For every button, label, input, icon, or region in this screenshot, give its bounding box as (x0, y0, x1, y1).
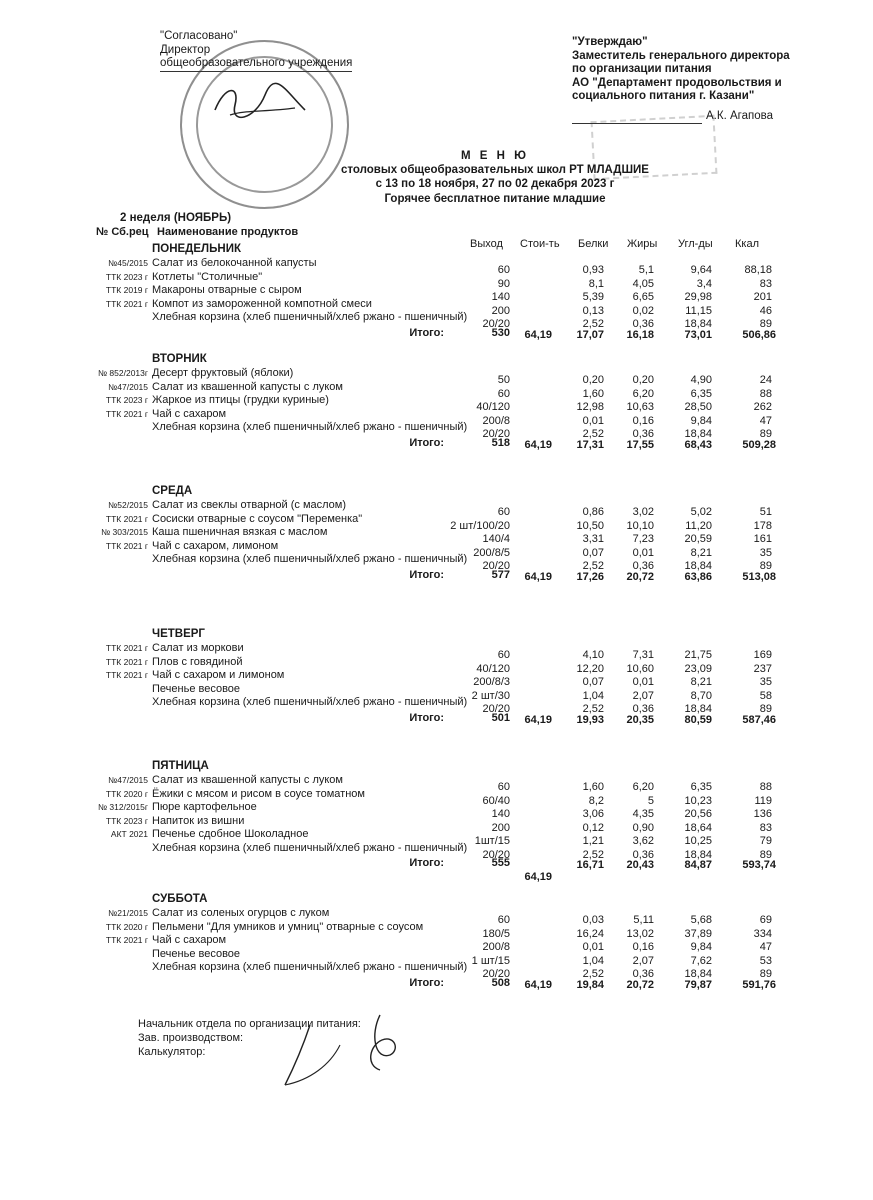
row-fat: 6,65 (632, 291, 654, 303)
row-kcal: 53 (759, 954, 772, 967)
row-output: 1шт/15 (474, 835, 510, 847)
row-recipe-number: №45/2015 (108, 258, 148, 268)
row-kcal: 88,18 (744, 264, 772, 276)
total-protein: 17,07 (576, 328, 604, 341)
total-kcal: 513,08 (742, 570, 776, 583)
row-fat: 0,02 (632, 304, 654, 317)
row-carbs: 18,84 (684, 560, 712, 572)
row-protein: 1,60 (582, 781, 604, 793)
director-signature-icon (205, 80, 315, 125)
row-dish-name: Печенье весовое (152, 682, 241, 695)
row-fat: 0,16 (632, 941, 654, 953)
row-output: 20/20 (482, 968, 510, 980)
row-carbs: 11,15 (685, 304, 712, 317)
row-recipe-number: ТТК 2021 г (105, 643, 148, 653)
row-output: 60 (497, 506, 510, 518)
total-kcal: 593,74 (742, 859, 776, 871)
row-recipe-number: ТТК 2021 г (105, 540, 148, 551)
row-protein: 12,20 (576, 662, 604, 675)
day-title: ПЯТНИЦА (152, 760, 209, 772)
row-kcal: 334 (753, 927, 772, 940)
row-carbs: 7,62 (690, 954, 712, 967)
row-dish-name: Чай с сахаром, лимоном (152, 539, 279, 552)
col-header-rec: № Сб.рец (96, 226, 149, 238)
row-carbs: 9,84 (690, 941, 712, 953)
row-dish-name: Печенье весовое (152, 947, 241, 960)
row-recipe-number: № 852/2013г (97, 368, 148, 378)
row-fat: 5,11 (633, 914, 654, 926)
row-carbs: 18,64 (684, 821, 712, 834)
row-kcal: 89 (759, 968, 772, 980)
row-kcal: 47 (759, 414, 772, 427)
row-protein: 0,12 (582, 821, 604, 834)
row-output: 90 (497, 277, 510, 290)
total-protein: 17,31 (576, 438, 604, 451)
row-output: 140 (491, 291, 510, 303)
row-kcal: 88 (759, 387, 772, 400)
approved-left-block (160, 30, 352, 72)
col-header-kcal: Ккал (735, 238, 759, 250)
row-kcal: 88 (759, 781, 772, 793)
row-protein: 0,01 (582, 941, 604, 953)
row-output: 60 (497, 781, 510, 793)
row-protein: 16,24 (576, 927, 604, 940)
row-protein: 3,06 (582, 808, 604, 820)
approver-name: А.К. Агапова (706, 110, 773, 122)
total-carbs: 63,86 (684, 570, 712, 583)
row-dish-name: Каша пшеничная вязкая с маслом (152, 526, 328, 538)
total-fat: 17,55 (626, 438, 654, 451)
total-kcal: 591,76 (742, 978, 776, 991)
approved-left-org: общеобразовательного учреждения (160, 57, 352, 72)
row-fat: 6,20 (632, 387, 654, 400)
row-output: 2 шт/30 (471, 689, 510, 702)
row-fat: 5,1 (638, 264, 654, 276)
row-dish-name: Салат из моркови (152, 642, 244, 654)
row-dish-name: Котлеты "Столичные" (152, 270, 263, 283)
row-kcal: 89 (759, 318, 772, 330)
row-output: 60 (497, 649, 510, 661)
row-output: 200 (491, 821, 510, 834)
row-recipe-number: №21/2015 (108, 908, 148, 918)
row-kcal: 83 (759, 821, 772, 834)
row-protein: 8,2 (588, 794, 604, 807)
row-kcal: 35 (759, 676, 772, 688)
row-carbs: 18,84 (684, 318, 712, 330)
row-protein: 0,03 (582, 914, 604, 926)
row-fat: 0,36 (632, 428, 654, 440)
total-carbs: 80,59 (684, 713, 712, 726)
row-output: 140/4 (482, 533, 510, 545)
row-dish-name: Компот из замороженной компотной смеси (152, 297, 372, 310)
row-fat: 10,63 (626, 401, 654, 413)
total-kcal: 509,28 (742, 438, 776, 451)
row-dish-name: Жаркое из птицы (грудки куриные) (152, 394, 329, 406)
row-dish-name: Чай с сахаром и лимоном (152, 669, 285, 681)
day-title: ВТОРНИК (152, 353, 207, 365)
row-output: 40/120 (476, 662, 510, 675)
row-recipe-number: АКТ 2021 (110, 829, 148, 839)
row-recipe-number: №52/2015 (108, 500, 148, 510)
row-carbs: 10,25 (684, 835, 712, 847)
row-dish-name: Хлебная корзина (хлеб пшеничный/хлеб ржано - пшеничный) (152, 421, 468, 433)
row-protein: 8,1 (588, 277, 604, 290)
total-label: Итого: (409, 436, 444, 449)
row-dish-name: Печенье сдобное Шоколадное (152, 828, 309, 840)
row-carbs: 21,75 (684, 649, 712, 661)
signature-line (572, 123, 702, 124)
total-output: 555 (491, 857, 510, 869)
row-carbs: 11,20 (685, 519, 712, 532)
day-title: СРЕДА (152, 485, 193, 497)
row-recipe-number: ТТК 2020 г (105, 788, 148, 799)
col-header-fat: Жиры (627, 238, 658, 250)
row-kcal: 89 (759, 848, 772, 861)
menu-type: Горячее бесплатное питание младшие (384, 193, 606, 205)
row-protein: 12,98 (576, 401, 604, 413)
row-protein: 1,60 (582, 387, 604, 400)
row-carbs: 18,84 (684, 428, 712, 440)
row-output: 180/5 (482, 927, 510, 940)
row-carbs: 5,68 (690, 914, 712, 926)
row-dish-name: Пюре картофельное (152, 801, 257, 813)
row-output: 140 (491, 808, 510, 820)
row-protein: 1,04 (582, 954, 604, 967)
total-label: Итого: (409, 568, 444, 581)
row-kcal: 35 (759, 546, 772, 559)
row-recipe-number: ТТК 2023 г (105, 395, 148, 405)
row-fat: 5 (647, 794, 654, 807)
row-protein: 2,52 (582, 968, 604, 980)
total-output: 508 (491, 976, 510, 989)
row-kcal: 24 (759, 374, 772, 386)
footer-production-manager: Зав. производством: (138, 1032, 244, 1044)
row-output: 2 шт/100/20 (450, 519, 510, 532)
row-dish-name: Чай с сахаром (152, 934, 227, 946)
row-output: 50 (497, 374, 510, 386)
total-cost: 64,19 (524, 570, 552, 583)
row-dish-name: Хлебная корзина (хлеб пшеничный/хлеб ржано - пшеничный) (152, 696, 468, 708)
row-output: 200 (491, 304, 510, 317)
row-fat: 4,35 (632, 808, 654, 820)
row-protein: 5,39 (582, 291, 604, 303)
row-protein: 1,04 (582, 689, 604, 702)
total-kcal: 506,86 (742, 328, 776, 341)
total-protein: 19,93 (576, 713, 604, 726)
row-carbs: 6,35 (690, 387, 712, 400)
row-output: 200/8 (482, 414, 510, 427)
row-dish-name: Напиток из вишни (152, 814, 245, 827)
row-recipe-number: ТТК 2023 г (105, 271, 148, 282)
footer-head-of-dept: Начальник отдела по организации питания: (138, 1018, 361, 1030)
row-carbs: 9,64 (690, 264, 712, 276)
row-carbs: 29,98 (684, 291, 712, 303)
total-output: 530 (491, 326, 510, 339)
col-header-carb: Угл-ды (678, 238, 713, 250)
total-fat: 20,72 (626, 570, 654, 583)
row-fat: 0,36 (632, 848, 654, 861)
row-dish-name: Плов с говядиной (152, 655, 243, 668)
row-protein: 0,07 (582, 676, 604, 688)
row-output: 20/20 (482, 703, 510, 715)
row-dish-name: Хлебная корзина (хлеб пшеничный/хлеб ржано - пшеничный) (152, 553, 468, 565)
row-recipe-number: ТТК 2021 г (105, 670, 148, 680)
row-kcal: 89 (759, 703, 772, 715)
row-fat: 0,20 (632, 374, 654, 386)
row-carbs: 9,84 (690, 414, 712, 427)
row-kcal: 169 (753, 649, 772, 661)
col-header-out: Выход (470, 238, 503, 250)
row-dish-name: Хлебная корзина (хлеб пшеничный/хлеб ржано - пшеничный) (152, 961, 468, 973)
approved-left-title: "Согласовано" (160, 30, 238, 42)
row-carbs: 6,35 (690, 781, 712, 793)
row-recipe-number: ТТК 2020 г (105, 921, 148, 932)
row-recipe-number: ТТК 2021 г (105, 656, 148, 667)
row-kcal: 161 (753, 533, 772, 545)
row-fat: 3,62 (632, 835, 654, 847)
row-dish-name: Салат из соленых огурцов с луком (152, 907, 330, 919)
row-carbs: 18,84 (684, 703, 712, 715)
row-recipe-number: ТТК 2023 г (105, 815, 148, 826)
row-dish-name: Хлебная корзина (хлеб пшеничный/хлеб ржано - пшеничный) (152, 311, 468, 323)
menu-title: М Е Н Ю (461, 150, 529, 162)
row-carbs: 10,23 (684, 794, 712, 807)
row-output: 20/20 (482, 560, 510, 572)
total-carbs: 84,87 (684, 859, 712, 871)
total-fat: 20,35 (626, 713, 654, 726)
row-output: 60 (497, 264, 510, 276)
row-kcal: 47 (759, 941, 772, 953)
col-header-name: Наименование продуктов (157, 226, 299, 238)
row-protein: 10,50 (576, 519, 604, 532)
row-recipe-number: ТТК 2019 г (105, 285, 148, 295)
row-fat: 4,05 (632, 277, 654, 290)
day-title: СУББОТА (152, 893, 208, 905)
approved-right-position: Заместитель генерального директора (572, 49, 790, 62)
row-fat: 0,01 (632, 546, 654, 559)
row-dish-name: Макароны отварные с сыром (152, 284, 302, 296)
footer-signature-icon (270, 1005, 410, 1095)
row-recipe-number: ТТК 2021 г (105, 513, 148, 524)
total-cost: 64,19 (524, 713, 552, 726)
row-fat: 2,07 (632, 954, 654, 967)
row-carbs: 4,90 (690, 374, 712, 386)
row-output: 60 (497, 387, 510, 400)
row-kcal: 58 (759, 689, 772, 702)
total-cost: 64,19 (524, 438, 552, 451)
row-carbs: 8,21 (690, 676, 712, 688)
total-label: Итого: (409, 711, 444, 724)
row-output: 200/8/3 (473, 676, 510, 688)
row-kcal: 237 (753, 662, 772, 675)
row-fat: 0,36 (632, 703, 654, 715)
total-cost: 64,19 (524, 871, 552, 883)
row-recipe-number: №47/2015 (108, 381, 148, 392)
row-output: 40/120 (476, 401, 510, 413)
row-fat: 6,20 (632, 781, 654, 793)
row-carbs: 18,84 (684, 968, 712, 980)
row-fat: 7,23 (632, 533, 654, 545)
week-label: 2 неделя (НОЯБРЬ) (120, 212, 232, 224)
row-output: 20/20 (482, 848, 510, 861)
row-carbs: 20,59 (684, 533, 712, 545)
row-fat: 13,02 (626, 927, 654, 940)
row-output: 20/20 (482, 318, 510, 330)
row-protein: 2,52 (582, 560, 604, 572)
row-dish-name: Салат из свеклы отварной (с маслом) (152, 499, 347, 511)
row-protein: 0,93 (582, 264, 604, 276)
row-recipe-number: № 312/2015г (97, 802, 148, 812)
total-protein: 19,84 (576, 978, 604, 991)
row-kcal: 83 (759, 277, 772, 290)
row-protein: 2,52 (582, 848, 604, 861)
row-fat: 2,07 (632, 689, 654, 702)
row-fat: 0,36 (632, 968, 654, 980)
total-carbs: 73,01 (684, 328, 712, 341)
row-carbs: 20,56 (684, 808, 712, 820)
row-output: 200/8 (482, 941, 510, 953)
row-protein: 0,07 (582, 546, 604, 559)
row-fat: 7,31 (632, 649, 654, 661)
row-dish-name: Сосиски отварные с соусом "Переменка" (152, 512, 363, 525)
row-fat: 0,36 (632, 318, 654, 330)
row-carbs: 28,50 (684, 401, 712, 413)
row-fat: 0,90 (632, 821, 654, 834)
row-fat: 3,02 (632, 506, 654, 518)
row-kcal: 119 (754, 794, 772, 807)
row-fat: 0,16 (632, 414, 654, 427)
row-protein: 0,13 (582, 304, 604, 317)
row-fat: 10,10 (626, 519, 654, 532)
row-protein: 2,52 (582, 428, 604, 440)
total-kcal: 587,46 (742, 713, 776, 726)
row-recipe-number: № 303/2015 (101, 527, 148, 537)
total-output: 577 (491, 568, 510, 581)
row-fat: 0,01 (632, 676, 654, 688)
row-protein: 2,52 (582, 703, 604, 715)
row-output: 60/40 (482, 794, 510, 807)
row-kcal: 89 (759, 560, 772, 572)
row-kcal: 69 (759, 914, 772, 926)
row-dish-name: Чай с сахаром (152, 407, 227, 420)
row-carbs: 5,02 (690, 506, 712, 518)
row-fat: 0,36 (632, 560, 654, 572)
row-carbs: 8,21 (690, 546, 712, 559)
row-recipe-number: ТТК 2021 г (105, 408, 148, 419)
total-label: Итого: (409, 326, 444, 339)
menu-dates: с 13 по 18 ноября, 27 по 02 декабря 2023 г (375, 178, 615, 190)
row-dish-name: Пельмени "Для умников и умниц" отварные с соусом (152, 920, 424, 933)
row-carbs: 3,4 (696, 277, 712, 290)
total-output: 501 (491, 711, 510, 724)
approved-right-org2: социального питания г. Казани" (572, 90, 755, 102)
row-recipe-number: №47/2015 (108, 775, 148, 785)
approved-right-org1: АО "Департамент продовольствия и (572, 76, 782, 89)
total-fat: 16,18 (626, 328, 654, 341)
row-fat: 10,60 (626, 662, 654, 675)
row-dish-name: Хлебная корзина (хлеб пшеничный/хлеб ржано - пшеничный) (152, 841, 468, 854)
approved-left-position: Директор (160, 43, 211, 56)
row-carbs: 23,09 (684, 662, 712, 675)
row-kcal: 201 (753, 291, 772, 303)
day-title: ПОНЕДЕЛЬНИК (152, 243, 241, 255)
row-kcal: 51 (759, 506, 772, 518)
menu-subtitle: столовых общеобразовательных школ РТ МЛАДШИЕ (341, 164, 649, 176)
row-recipe-number: ТТК 2021 г (105, 298, 148, 309)
row-output: 20/20 (482, 428, 510, 440)
row-kcal: 178 (753, 519, 772, 532)
total-carbs: 68,43 (684, 438, 712, 451)
row-output: 60 (497, 914, 510, 926)
row-kcal: 262 (753, 401, 772, 413)
total-fat: 20,43 (626, 859, 654, 871)
row-output: 1 шт/15 (471, 954, 510, 967)
approved-right-dept: по организации питания (572, 63, 712, 75)
row-dish-name: Салат из квашенной капусты с луком (152, 774, 343, 786)
row-protein: 4,10 (582, 649, 604, 661)
row-protein: 1,21 (582, 835, 604, 847)
footer-calculator: Калькулятор: (138, 1046, 206, 1058)
row-dish-name: Ёжики с мясом и рисом в соусе томатном (152, 787, 365, 800)
row-carbs: 37,89 (684, 927, 712, 940)
total-fat: 20,72 (626, 978, 654, 991)
total-protein: 16,71 (576, 859, 604, 871)
row-kcal: 46 (759, 304, 772, 317)
row-dish-name: Десерт фруктовый (яблоки) (152, 367, 294, 379)
day-title: ЧЕТВЕРГ (152, 628, 205, 640)
col-header-prot: Белки (578, 238, 609, 250)
row-protein: 3,31 (582, 533, 604, 545)
total-cost: 64,19 (524, 328, 552, 341)
row-kcal: 89 (759, 428, 772, 440)
row-kcal: 136 (753, 808, 772, 820)
total-label: Итого: (409, 976, 444, 989)
row-carbs: 18,84 (684, 848, 712, 861)
row-output: 200/8/5 (473, 546, 510, 559)
row-protein: 0,01 (582, 414, 604, 427)
total-carbs: 79,87 (684, 978, 712, 991)
total-cost: 64,19 (524, 978, 552, 991)
total-output: 518 (491, 436, 510, 449)
total-protein: 17,26 (576, 570, 604, 583)
total-label: Итого: (409, 857, 444, 869)
row-protein: 0,86 (582, 506, 604, 518)
row-protein: 2,52 (582, 318, 604, 330)
row-carbs: 8,70 (690, 689, 712, 702)
approved-right-title: "Утверждаю" (572, 36, 648, 48)
approved-right-block (572, 36, 790, 104)
row-recipe-number: ТТК 2021 г (105, 935, 148, 945)
row-dish-name: Салат из квашенной капусты с луком (152, 380, 343, 393)
row-dish-name: Салат из белокочанной капусты (152, 257, 317, 269)
row-protein: 0,20 (582, 374, 604, 386)
col-header-cost: Стои-ть (520, 238, 560, 250)
row-kcal: 79 (759, 835, 772, 847)
